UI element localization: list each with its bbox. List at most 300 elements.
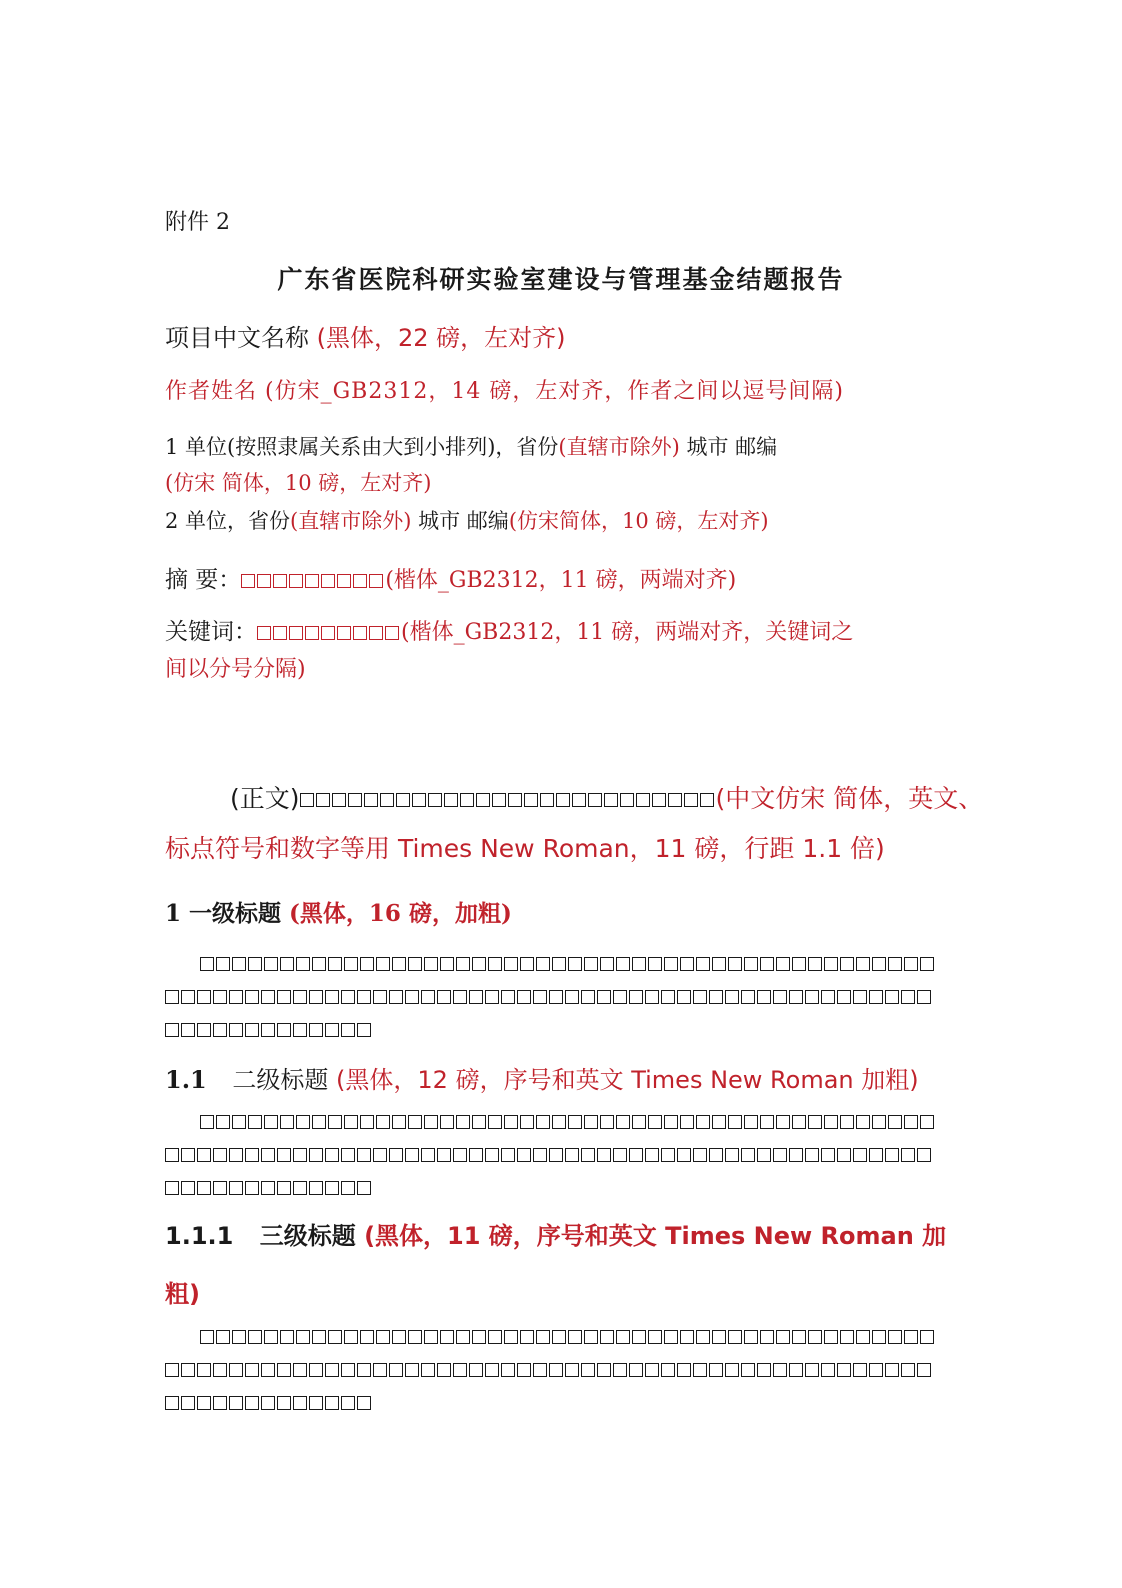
placeholder-square [533, 1363, 547, 1377]
placeholder-square [901, 1363, 915, 1377]
placeholder-square [572, 793, 586, 807]
placeholder-square [552, 1330, 566, 1344]
placeholder-square [504, 1115, 518, 1129]
placeholder-square [597, 1148, 611, 1162]
placeholder-square [181, 1181, 195, 1195]
placeholder-square [629, 1363, 643, 1377]
placeholder-square [280, 1115, 294, 1129]
placeholder-square [309, 1148, 323, 1162]
placeholder-square [197, 1363, 211, 1377]
paragraph-3-line-2 [165, 1363, 933, 1377]
placeholder-square [213, 990, 227, 1004]
placeholder-square [456, 957, 470, 971]
placeholder-square [309, 1181, 323, 1195]
placeholder-square [712, 957, 726, 971]
placeholder-square [376, 1330, 390, 1344]
placeholder-square [668, 793, 682, 807]
placeholder-square [216, 1115, 230, 1129]
placeholder-square [421, 1148, 435, 1162]
placeholder-square [344, 1115, 358, 1129]
heading-3-format-note-continued: 粗) [165, 1280, 200, 1308]
keywords-line [165, 613, 853, 646]
placeholder-square [280, 1330, 294, 1344]
placeholder-square [181, 1148, 195, 1162]
placeholder-square [565, 990, 579, 1004]
placeholder-square [197, 1148, 211, 1162]
placeholder-square [165, 1023, 179, 1037]
placeholder-square [840, 1115, 854, 1129]
placeholder-square [501, 1363, 515, 1377]
placeholder-square [328, 1115, 342, 1129]
placeholder-square [229, 990, 243, 1004]
affiliation-1-line [165, 431, 777, 461]
placeholder-square [760, 1115, 774, 1129]
placeholder-square [808, 1330, 822, 1344]
placeholder-square [773, 1363, 787, 1377]
placeholder-square [741, 1148, 755, 1162]
placeholder-square [552, 957, 566, 971]
attachment-label: 附件 2 [165, 210, 230, 235]
placeholder-square [568, 1115, 582, 1129]
placeholder-square [428, 793, 442, 807]
placeholder-square [229, 1396, 243, 1410]
placeholder-square [741, 990, 755, 1004]
placeholder-square [652, 793, 666, 807]
placeholder-square [444, 793, 458, 807]
placeholder-square [565, 1363, 579, 1377]
placeholder-square [165, 1396, 179, 1410]
placeholder-square [241, 574, 255, 588]
placeholder-square [600, 1115, 614, 1129]
placeholder-square [757, 1148, 771, 1162]
placeholder-square [277, 990, 291, 1004]
placeholder-square [364, 793, 378, 807]
placeholder-square [325, 1181, 339, 1195]
placeholder-square [469, 1363, 483, 1377]
heading-2-format-note: (黑体，12 磅，序号和英文 Times New Roman 加粗) [336, 1066, 919, 1094]
placeholder-square [821, 1363, 835, 1377]
placeholder-square [805, 990, 819, 1004]
placeholder-square [305, 574, 319, 588]
placeholder-square [904, 1330, 918, 1344]
placeholder-square [613, 1363, 627, 1377]
placeholder-square [229, 1148, 243, 1162]
paragraph-3-line-1 [200, 1330, 936, 1344]
placeholder-square [856, 957, 870, 971]
placeholder-square [492, 793, 506, 807]
placeholder-square [613, 990, 627, 1004]
placeholder-square [805, 1148, 819, 1162]
placeholder-square [389, 1148, 403, 1162]
placeholder-square [337, 626, 351, 640]
placeholder-square [341, 1396, 355, 1410]
placeholder-square [725, 1148, 739, 1162]
placeholder-square [181, 990, 195, 1004]
placeholder-square [380, 793, 394, 807]
placeholder-square [293, 1396, 307, 1410]
placeholder-square [277, 1148, 291, 1162]
placeholder-square [725, 1363, 739, 1377]
placeholder-square [181, 1396, 195, 1410]
placeholder-square [629, 1148, 643, 1162]
placeholder-square [424, 1330, 438, 1344]
placeholder-square [197, 990, 211, 1004]
placeholder-square [581, 990, 595, 1004]
affiliation-1-format-note: (仿宋 简体，10 磅，左对齐) [165, 471, 432, 495]
placeholder-square [613, 1148, 627, 1162]
placeholder-square [357, 1363, 371, 1377]
paragraph-1-line-3 [165, 1023, 373, 1037]
heading-3-number: 1.1.1 [165, 1222, 234, 1250]
placeholder-square [616, 1330, 630, 1344]
placeholder-square [645, 1363, 659, 1377]
placeholder-square [440, 957, 454, 971]
placeholder-square [837, 1148, 851, 1162]
placeholder-square [677, 990, 691, 1004]
placeholder-square [776, 1115, 790, 1129]
placeholder-square [488, 957, 502, 971]
placeholder-square [369, 626, 383, 640]
placeholder-square [712, 1330, 726, 1344]
placeholder-square [373, 1363, 387, 1377]
placeholder-square [328, 957, 342, 971]
placeholder-square [264, 1115, 278, 1129]
placeholder-square [453, 1363, 467, 1377]
placeholder-square [229, 1181, 243, 1195]
placeholder-square [840, 957, 854, 971]
heading-1 [165, 895, 512, 928]
paragraph-2-line-1 [200, 1115, 936, 1129]
placeholder-square [789, 1148, 803, 1162]
document-title: 广东省医院科研实验室建设与管理基金结题报告 [277, 265, 845, 294]
placeholder-square [565, 1148, 579, 1162]
placeholder-square [824, 1330, 838, 1344]
body-intro-label: (正文) [230, 784, 300, 813]
placeholder-square [261, 1023, 275, 1037]
placeholder-square [517, 990, 531, 1004]
placeholder-square [904, 1115, 918, 1129]
placeholder-square [661, 990, 675, 1004]
placeholder-square [696, 957, 710, 971]
placeholder-square [328, 1330, 342, 1344]
placeholder-square [524, 793, 538, 807]
heading-2 [165, 1060, 919, 1095]
placeholder-square [273, 626, 287, 640]
placeholder-square [325, 1023, 339, 1037]
placeholder-square [581, 1363, 595, 1377]
placeholder-square [853, 1148, 867, 1162]
affiliation-1-city-postcode: 城市 邮编 [686, 435, 778, 459]
placeholder-square [296, 1330, 310, 1344]
placeholder-square [232, 1330, 246, 1344]
placeholder-square [472, 1115, 486, 1129]
placeholder-square [309, 1023, 323, 1037]
placeholder-square [392, 957, 406, 971]
placeholder-square [501, 1148, 515, 1162]
placeholder-square [392, 1330, 406, 1344]
body-intro-line [230, 779, 983, 815]
placeholder-square [581, 1148, 595, 1162]
placeholder-square [901, 1148, 915, 1162]
author-label: 作者姓名 [165, 379, 258, 404]
placeholder-square [277, 1363, 291, 1377]
placeholder-square [456, 1330, 470, 1344]
placeholder-square [677, 1363, 691, 1377]
placeholder-square [700, 793, 714, 807]
placeholder-square [476, 793, 490, 807]
placeholder-square [808, 957, 822, 971]
placeholder-square [664, 957, 678, 971]
project-name-format-note: (黑体，22 磅，左对齐) [316, 324, 566, 352]
project-name-line [165, 318, 566, 353]
placeholder-square [309, 1363, 323, 1377]
placeholder-square [536, 957, 550, 971]
placeholder-square [709, 990, 723, 1004]
placeholder-square [680, 1330, 694, 1344]
placeholder-square [344, 1330, 358, 1344]
placeholder-square [725, 990, 739, 1004]
placeholder-square [321, 626, 335, 640]
placeholder-square [277, 1023, 291, 1037]
placeholder-square [389, 990, 403, 1004]
placeholder-square [277, 1181, 291, 1195]
placeholder-square [412, 793, 426, 807]
placeholder-square [632, 1330, 646, 1344]
placeholder-square [341, 990, 355, 1004]
placeholder-square [696, 1330, 710, 1344]
placeholder-square [744, 1115, 758, 1129]
placeholder-square [453, 1148, 467, 1162]
placeholder-square [856, 1115, 870, 1129]
placeholder-square [888, 957, 902, 971]
placeholder-square [232, 1115, 246, 1129]
placeholder-square [376, 957, 390, 971]
placeholder-square [632, 1115, 646, 1129]
placeholder-square [856, 1330, 870, 1344]
placeholder-square [424, 957, 438, 971]
placeholder-square [904, 957, 918, 971]
placeholder-square [312, 957, 326, 971]
placeholder-square [312, 1115, 326, 1129]
placeholder-square [440, 1115, 454, 1129]
placeholder-square [636, 793, 650, 807]
placeholder-square [917, 1363, 931, 1377]
placeholder-square [309, 990, 323, 1004]
placeholder-square [165, 1363, 179, 1377]
placeholder-square [213, 1363, 227, 1377]
placeholder-square [677, 1148, 691, 1162]
placeholder-square [456, 1115, 470, 1129]
placeholder-square [245, 990, 259, 1004]
affiliation-2-line [165, 505, 769, 535]
paragraph-2-line-3 [165, 1181, 373, 1195]
placeholder-square [353, 626, 367, 640]
heading-2-text: 二级标题 [232, 1066, 329, 1094]
placeholder-square [920, 957, 934, 971]
abstract-line [165, 561, 736, 594]
placeholder-square [869, 1363, 883, 1377]
placeholder-square [373, 1148, 387, 1162]
placeholder-square [421, 1363, 435, 1377]
placeholder-square [520, 1115, 534, 1129]
placeholder-square [216, 1330, 230, 1344]
placeholder-square [261, 990, 275, 1004]
placeholder-square [373, 990, 387, 1004]
placeholder-square [600, 1330, 614, 1344]
placeholder-square [920, 1330, 934, 1344]
placeholder-square [273, 574, 287, 588]
placeholder-square [293, 990, 307, 1004]
placeholder-square [757, 1363, 771, 1377]
placeholder-square [408, 1330, 422, 1344]
placeholder-square [216, 957, 230, 971]
paragraph-1-line-2 [165, 990, 933, 1004]
placeholder-square [229, 1363, 243, 1377]
placeholder-square [837, 1363, 851, 1377]
placeholder-square [648, 957, 662, 971]
placeholder-square [344, 957, 358, 971]
placeholder-square [389, 1363, 403, 1377]
placeholder-square [197, 1181, 211, 1195]
placeholder-square [869, 990, 883, 1004]
paragraph-3-line-3 [165, 1396, 373, 1410]
placeholder-square [248, 1330, 262, 1344]
placeholder-square [200, 1330, 214, 1344]
placeholder-square [648, 1330, 662, 1344]
placeholder-square [264, 957, 278, 971]
placeholder-square [181, 1363, 195, 1377]
placeholder-square [261, 1181, 275, 1195]
affiliation-2-city-postcode: 城市 邮编 [418, 509, 509, 533]
placeholder-square [353, 574, 367, 588]
placeholder-square [508, 793, 522, 807]
placeholder-square [488, 1330, 502, 1344]
placeholder-square [325, 1363, 339, 1377]
placeholder-square [917, 990, 931, 1004]
placeholder-square [744, 1330, 758, 1344]
placeholder-square [853, 990, 867, 1004]
placeholder-square [277, 1396, 291, 1410]
placeholder-square [341, 1363, 355, 1377]
affiliation-1-region-note: (直辖市除外) [558, 435, 680, 459]
placeholder-square [337, 574, 351, 588]
placeholder-square [165, 1181, 179, 1195]
placeholder-square [360, 1330, 374, 1344]
placeholder-square [460, 793, 474, 807]
placeholder-square [632, 957, 646, 971]
placeholder-square [504, 1330, 518, 1344]
placeholder-square [680, 1115, 694, 1129]
placeholder-square [684, 793, 698, 807]
placeholder-square [213, 1023, 227, 1037]
project-name-label: 项目中文名称 [165, 324, 309, 352]
placeholder-square [664, 1330, 678, 1344]
placeholder-square [773, 990, 787, 1004]
placeholder-square [533, 1148, 547, 1162]
placeholder-square [760, 957, 774, 971]
placeholder-square [789, 990, 803, 1004]
placeholder-square [616, 957, 630, 971]
placeholder-square [760, 1330, 774, 1344]
placeholder-square [776, 1330, 790, 1344]
placeholder-square [369, 574, 383, 588]
placeholder-square [885, 1148, 899, 1162]
placeholder-square [181, 1023, 195, 1037]
placeholder-square [584, 1115, 598, 1129]
placeholder-square [485, 990, 499, 1004]
placeholder-square [853, 1363, 867, 1377]
heading-3 [165, 1216, 946, 1251]
placeholder-square [305, 626, 319, 640]
placeholder-square [248, 1115, 262, 1129]
placeholder-square [360, 1115, 374, 1129]
placeholder-square [421, 990, 435, 1004]
abstract-format-note: (楷体_GB2312，11 磅，两端对齐) [385, 568, 737, 593]
placeholder-square [533, 990, 547, 1004]
placeholder-square [808, 1115, 822, 1129]
placeholder-square [744, 957, 758, 971]
placeholder-square [245, 1148, 259, 1162]
placeholder-square [517, 1148, 531, 1162]
placeholder-square [536, 1115, 550, 1129]
placeholder-square [200, 957, 214, 971]
placeholder-square [540, 793, 554, 807]
author-format-note: (仿宋_GB2312，14 磅，左对齐，作者之间以逗号间隔) [265, 379, 844, 404]
placeholder-square [501, 990, 515, 1004]
placeholder-square [405, 1148, 419, 1162]
placeholder-square [604, 793, 618, 807]
placeholder-square [165, 990, 179, 1004]
placeholder-square [584, 1330, 598, 1344]
placeholder-square [776, 957, 790, 971]
placeholder-square [264, 1330, 278, 1344]
placeholder-square [341, 1148, 355, 1162]
heading-3-format-note: (黑体，11 磅，序号和英文 Times New Roman 加 [364, 1222, 947, 1250]
placeholder-square [437, 990, 451, 1004]
placeholder-square [280, 957, 294, 971]
placeholder-square [728, 957, 742, 971]
placeholder-square [693, 1363, 707, 1377]
keywords-format-note: (楷体_GB2312，11 磅，两端对齐，关键词之 [401, 620, 854, 645]
placeholder-square [728, 1115, 742, 1129]
placeholder-square [728, 1330, 742, 1344]
placeholder-square [357, 1023, 371, 1037]
placeholder-square [517, 1363, 531, 1377]
placeholder-square [696, 1115, 710, 1129]
placeholder-square [712, 1115, 726, 1129]
heading-2-number: 1.1 [165, 1065, 207, 1094]
placeholder-square [556, 793, 570, 807]
keywords-format-note-continued: 间以分号分隔) [165, 657, 306, 682]
placeholder-square [341, 1023, 355, 1037]
affiliation-2-region-note: (直辖市除外) [290, 509, 412, 533]
placeholder-square [792, 957, 806, 971]
placeholder-square [792, 1330, 806, 1344]
placeholder-square [293, 1148, 307, 1162]
placeholder-square [680, 957, 694, 971]
placeholder-square [920, 1115, 934, 1129]
placeholder-square [869, 1148, 883, 1162]
placeholder-square [645, 990, 659, 1004]
placeholder-square [824, 1115, 838, 1129]
placeholder-square [197, 1396, 211, 1410]
placeholder-square [824, 957, 838, 971]
keywords-placeholders [257, 620, 401, 645]
placeholder-square [213, 1396, 227, 1410]
placeholder-square [773, 1148, 787, 1162]
placeholder-square [917, 1148, 931, 1162]
placeholder-square [325, 1396, 339, 1410]
